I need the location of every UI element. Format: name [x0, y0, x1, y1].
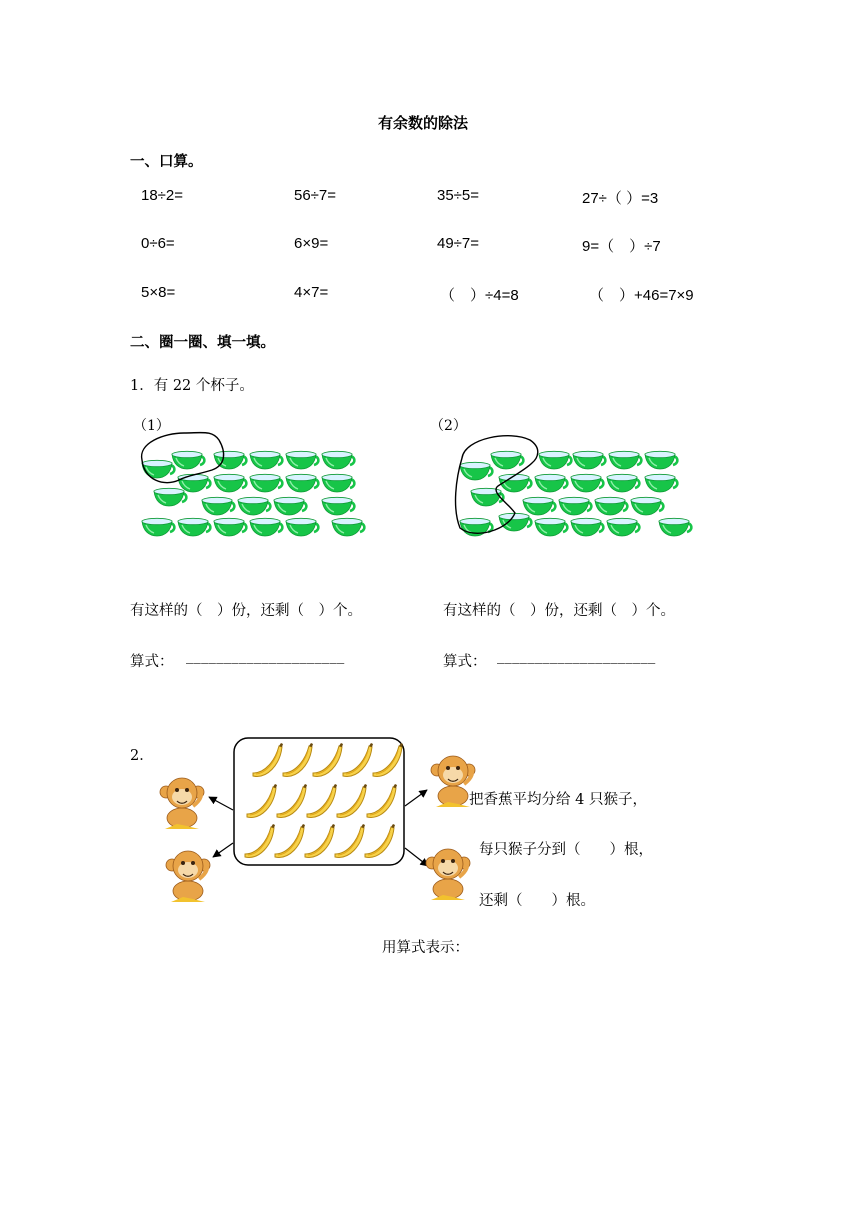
cup-icon — [595, 497, 627, 515]
cup-icon — [178, 518, 210, 536]
cup-icon — [286, 474, 318, 492]
section-1-heading: 一、口算。 — [130, 154, 203, 170]
cup-icon — [322, 451, 354, 469]
q2-line-1: 把香蕉平均分给 4 只猴子， — [469, 792, 647, 808]
part-1-label: （1） — [133, 418, 170, 434]
fill-blank-1: 有这样的（ ）份，还剩（ ）个。 — [130, 603, 362, 619]
cup-icon — [286, 518, 318, 536]
calc-exercise: （ ）+46=7×9 — [589, 287, 694, 304]
fill-blank-2: 有这样的（ ）份，还剩（ ）个。 — [443, 603, 675, 619]
formula-label-2: 算式： — [443, 654, 487, 670]
formula-blank-2[interactable]: _____________________ — [497, 648, 656, 664]
calc-exercise: 0÷6= — [141, 235, 175, 252]
cup-icon — [659, 518, 691, 536]
cup-icon — [332, 518, 364, 536]
page-title: 有余数的除法 — [378, 114, 469, 132]
cup-icon — [571, 518, 603, 536]
question-1-prompt: 1．有 22 个杯子。 — [130, 378, 254, 394]
q2-line-3: 还剩（ ）根。 — [479, 893, 595, 909]
calc-exercise: 5×8= — [141, 284, 176, 301]
cup-icon — [250, 518, 282, 536]
cup-icon — [142, 518, 174, 536]
cup-icon — [322, 474, 354, 492]
calc-exercise: 18÷2= — [141, 187, 184, 204]
calc-exercise: 4×7= — [294, 284, 329, 301]
calc-exercise: 35÷5= — [437, 187, 480, 204]
calc-exercise: 6×9= — [294, 235, 329, 252]
calc-exercise: （ ）÷4=8 — [440, 287, 519, 304]
monkey-icon — [423, 845, 473, 903]
question-2-number: 2． — [130, 748, 154, 764]
cup-icon — [573, 451, 605, 469]
cup-icon — [559, 497, 591, 515]
cup-icon — [631, 497, 663, 515]
cup-icon — [238, 497, 270, 515]
monkey-icon — [157, 774, 207, 832]
part-2-label: （2） — [430, 418, 467, 434]
q2-line-2: 每只猴子分到（ ）根， — [479, 842, 653, 858]
cup-icon — [609, 451, 641, 469]
formula-label-1: 算式： — [130, 654, 174, 670]
calc-exercise: 56÷7= — [294, 187, 337, 204]
section-2-heading: 二、圈一圈、填一填。 — [130, 335, 275, 351]
q2-formula-label: 用算式表示： — [382, 940, 469, 956]
cup-icon — [286, 451, 318, 469]
calc-exercise: 9=（ ）÷7 — [582, 238, 661, 255]
cup-icon — [645, 451, 677, 469]
lasso-circle — [450, 428, 550, 538]
cup-icon — [607, 474, 639, 492]
cup-icon — [571, 474, 603, 492]
monkey-icon — [163, 847, 213, 905]
calc-exercise: 27÷（ ）=3 — [582, 190, 659, 207]
cup-icon — [607, 518, 639, 536]
calc-exercise: 49÷7= — [437, 235, 480, 252]
cup-icon — [214, 518, 246, 536]
lasso-circle — [134, 425, 234, 505]
cup-icon — [250, 474, 282, 492]
cup-icon — [250, 451, 282, 469]
cup-icon — [645, 474, 677, 492]
cup-icon — [274, 497, 306, 515]
cup-icon — [322, 497, 354, 515]
formula-blank-1[interactable]: _____________________ — [186, 648, 345, 664]
